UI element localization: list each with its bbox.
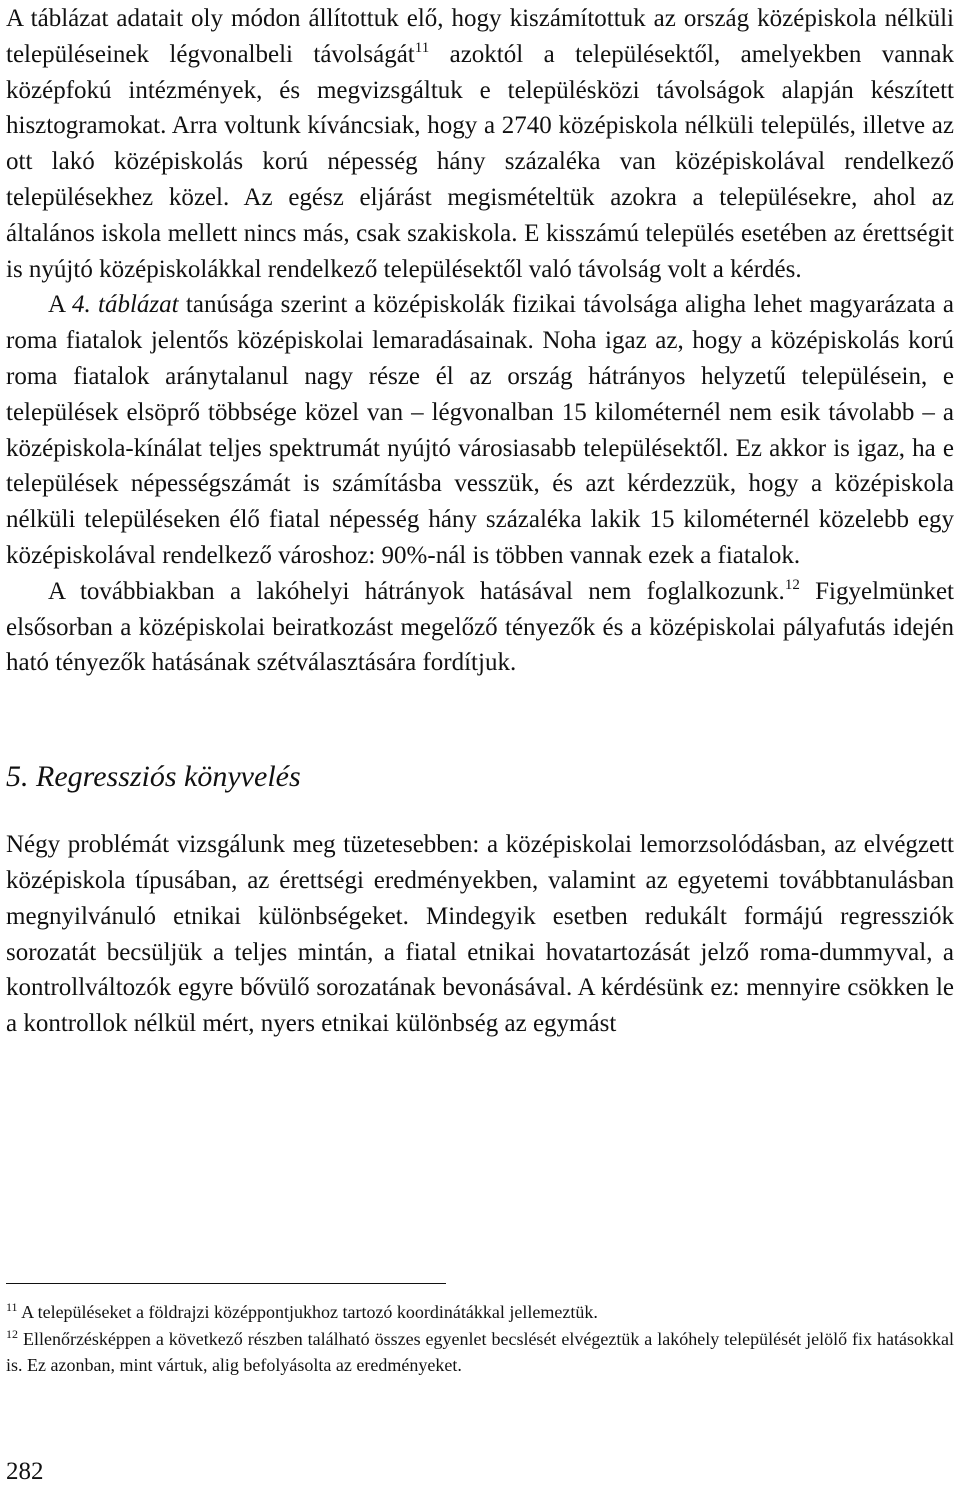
paragraph-3-text-a: A továbbiakban a lakóhelyi hátrányok hatásával nem foglalkozunk. (48, 577, 785, 605)
footnote-ref-11[interactable]: 11 (414, 39, 430, 56)
footnote-text: Ellenőrzésképpen a következő részben található összes egyenlet becslését elvégeztük a lakóhely települését jelölő fix hatásokkal is. Ez azonban, mint vártuk, alig befolyásolta az eredményeket. (6, 1328, 954, 1375)
footnote-number: 12 (6, 1326, 18, 1341)
paragraph-2-text-a: A (48, 291, 72, 319)
paragraph-4: Négy problémát vizsgálunk meg tüzetesebben: a középiskolai lemorzsolódásban, az elvégzett középiskola típusában, az érettségi eredményekben, valamint az egyetemi továbbtanulásban megnyilvánuló etnikai különbségeket. Mindegyik esetben redukált formájú regressziók sorozatát becsüljük a teljes mintán, a fiatal etnikai hovatartozását jelző roma-dummyval, a kontrollváltozók egyre bővülő sorozatának bevonásával. A kérdésünk ez: mennyire csökken le a kontrollok nélkül mért, nyers etnikai különbség az egymást (6, 831, 954, 1038)
paragraph-2 (6, 287, 954, 573)
paragraph-1-text-b: azoktól a településektől, amelyekben vannak középfokú intézmények, és megvizsgáltuk e településközi távolságok alapján készített hisztogramokat. Arra voltunk kíváncsiak, hogy a 2740 középiskola nélküli település, illetve az ott lakó középiskolás korú népesség hány százaléka van középiskolával rendelkező településekhez közel. Az egész eljárást megismételtük azokra a településekre, ahol az általános iskola mellett nincs más, csak szakiskola. E kisszámú település esetében az érettségit is nyújtó középiskolákkal rendelkező településektől való távolság volt a kérdés. (6, 40, 954, 283)
section-heading: 5. Regressziós könyvelés (6, 760, 301, 794)
footnote-text: A településeket a földrajzi középpontjukhoz tartozó koordinátákkal jellemeztük. (17, 1302, 598, 1322)
page-body (6, 0, 954, 1042)
paragraph-2-text-b: tanúsága szerint a középiskolák fizikai távolsága aligha lehet magyarázata a roma fiatalok jelentős középiskolai lemaradásainak. Noha igaz az, hogy a középiskolás korú roma fiatalok aránytalanul nagy része él az ország hátrányos helyzetű településein, e települések elsöprő többsége közel van – légvonalban 15 kilométernél nem esik távolabb – a középiskola-kínálat teljes spektrumát nyújtó városiasabb településektől. Ez akkor is igaz, ha e települések népességszámát is számításba vesszük, és azt kérdezzük, hogy a középiskola nélküli településeken élő fiatal népesség hány százaléka lakik 15 kilométernél közelebb egy középiskolával rendelkező városhoz: 90%-nál is többen vannak ezek a fiatalok. (6, 291, 954, 569)
footnote-number: 11 (6, 1300, 18, 1314)
footnote-11 (6, 1299, 954, 1326)
page-number: 282 (6, 1458, 44, 1485)
footnote-12 (6, 1326, 954, 1379)
paragraph-1 (6, 1, 954, 287)
paragraph-1-text-a: A táblázat adatait oly módon állítottuk elő, hogy kiszámítottuk az ország középiskola nélküli településeinek légvonalbeli távolságát (6, 5, 954, 68)
footnote-ref-12[interactable]: 12 (784, 576, 800, 593)
footnotes (6, 1299, 954, 1379)
paragraph-3-text-b: Figyelmünket elsősorban a középiskolai beiratkozást megelőző tényezők és a középiskolai pályafutás idején ható tényezők hatásának szétválasztására fordítjuk. (6, 577, 954, 677)
table-reference: 4. táblázat (71, 291, 179, 319)
paragraph-3 (6, 574, 954, 681)
footnote-divider (6, 1283, 446, 1284)
